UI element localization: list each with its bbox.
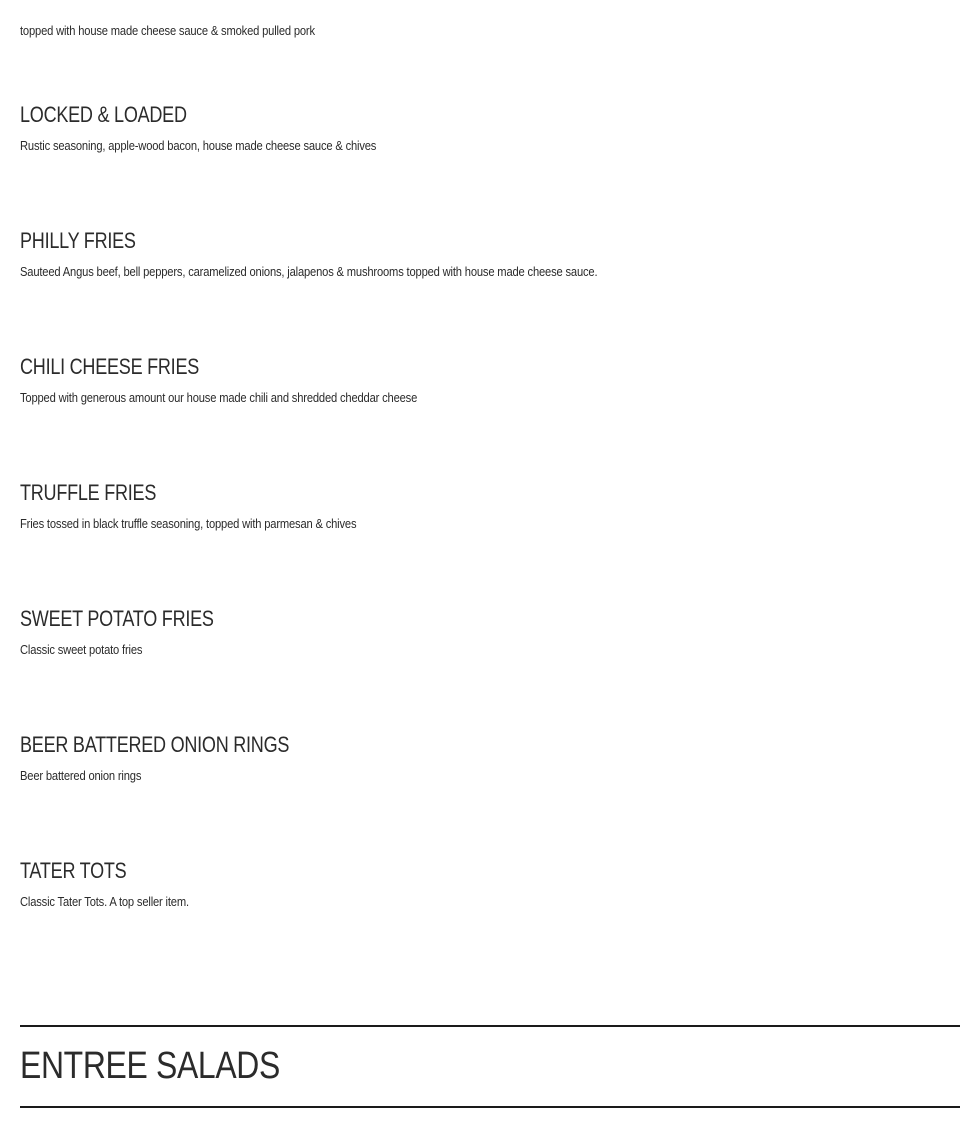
item-name: PHILLY FRIES	[20, 228, 136, 253]
section-divider-bottom	[20, 1106, 960, 1108]
menu-item	[20, 480, 960, 531]
item-description: Classic Tater Tots. A top seller item.	[20, 894, 189, 909]
item-description: Rustic seasoning, apple-wood bacon, house made cheese sauce & chives	[20, 138, 377, 153]
item-name: CHILI CHEESE FRIES	[20, 354, 200, 379]
menu-item	[20, 732, 960, 783]
item-description: Sauteed Angus beef, bell peppers, caramelized onions, jalapenos & mushrooms topped with house made cheese sauce.	[20, 264, 598, 279]
item-description: Fries tossed in black truffle seasoning, topped with parmesan & chives	[20, 516, 357, 531]
item-name: LOCKED & LOADED	[20, 102, 187, 127]
item-description: topped with house made cheese sauce & smoked pulled pork	[20, 23, 315, 38]
section-title: ENTREE SALADS	[20, 1045, 280, 1087]
menu-item	[20, 102, 960, 153]
item-name: SWEET POTATO FRIES	[20, 606, 214, 631]
menu-item	[20, 606, 960, 657]
item-name: TRUFFLE FRIES	[20, 480, 157, 505]
section-divider-top	[20, 1025, 960, 1027]
item-description: Classic sweet potato fries	[20, 642, 143, 657]
item-description: Beer battered onion rings	[20, 768, 142, 783]
item-name: TATER TOTS	[20, 858, 127, 883]
item-name: BEER BATTERED ONION RINGS	[20, 732, 290, 757]
menu-item	[20, 228, 960, 279]
menu-item	[20, 858, 960, 909]
menu-item	[20, 354, 960, 405]
item-description: Topped with generous amount our house made chili and shredded cheddar cheese	[20, 390, 418, 405]
